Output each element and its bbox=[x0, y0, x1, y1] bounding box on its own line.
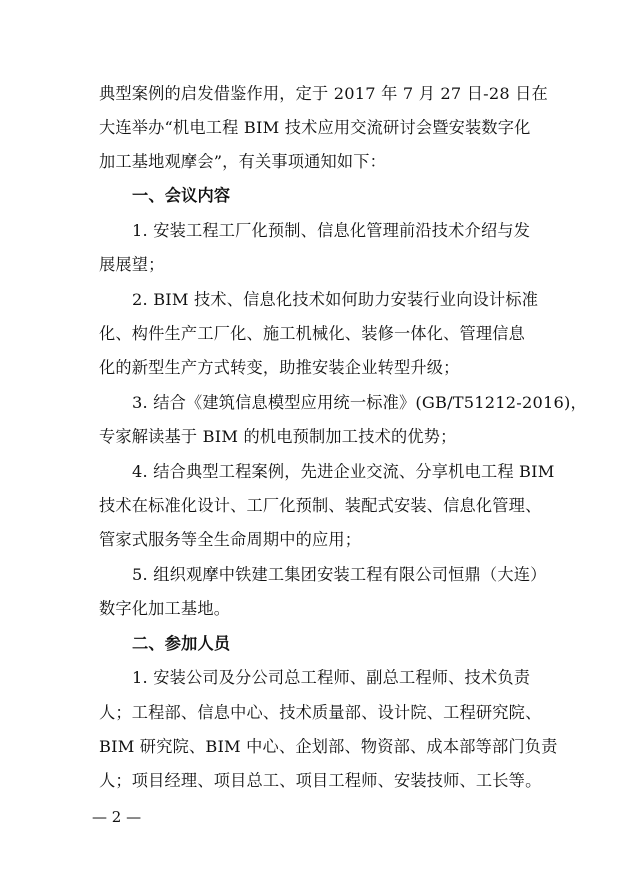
section-heading: 二、参加人员 bbox=[132, 634, 231, 653]
page-number: — 2 — bbox=[92, 808, 142, 826]
list-item-line: 数字化加工基地。 bbox=[99, 599, 231, 618]
list-item-line: 2. BIM 技术、信息化技术如何助力安装行业向设计标准 bbox=[132, 290, 539, 309]
list-item-line: 1. 安装工程工厂化预制、信息化管理前沿技术介绍与发 bbox=[132, 221, 531, 240]
list-item-line: 展展望； bbox=[99, 255, 165, 274]
list-item-line: 专家解读基于 BIM 的机电预制加工技术的优势； bbox=[99, 427, 457, 446]
list-item-line: 人；工程部、信息中心、技术质量部、设计院、工程研究院、 bbox=[99, 703, 542, 722]
list-item-line: 化、构件生产工厂化、施工机械化、装修一体化、管理信息 bbox=[99, 324, 526, 343]
list-item-line: 5. 组织观摩中铁建工集团安装工程有限公司恒鼎（大连） bbox=[132, 565, 547, 584]
list-item-line: 技术在标准化设计、工厂化预制、装配式安装、信息化管理、 bbox=[99, 496, 542, 515]
list-item-line: 人；项目经理、项目总工、项目工程师、安装技师、工长等。 bbox=[99, 771, 542, 790]
list-item-line: BIM 研究院、BIM 中心、企划部、物资部、成本部等部门负责 bbox=[99, 737, 558, 756]
list-item-line: 1. 安装公司及分公司总工程师、副总工程师、技术负责 bbox=[132, 668, 531, 687]
section-heading: 一、会议内容 bbox=[132, 186, 231, 205]
list-item-line: 化的新型生产方式转变，助推安装企业转型升级； bbox=[99, 358, 460, 377]
paragraph-line: 加工基地观摩会”，有关事项通知如下： bbox=[99, 152, 387, 171]
list-item-line: 4. 结合典型工程案例，先进企业交流、分享机电工程 BIM bbox=[132, 462, 555, 481]
paragraph-line: 大连举办“机电工程 BIM 技术应用交流研讨会暨安装数字化 bbox=[99, 118, 531, 137]
list-item-line: 3. 结合《建筑信息模型应用统一标准》(GB/T51212-2016)， bbox=[132, 393, 587, 412]
paragraph-line: 典型案例的启发借鉴作用，定于 2017 年 7 月 27 日-28 日在 bbox=[99, 84, 548, 103]
list-item-line: 管家式服务等全生命周期中的应用； bbox=[99, 530, 362, 549]
